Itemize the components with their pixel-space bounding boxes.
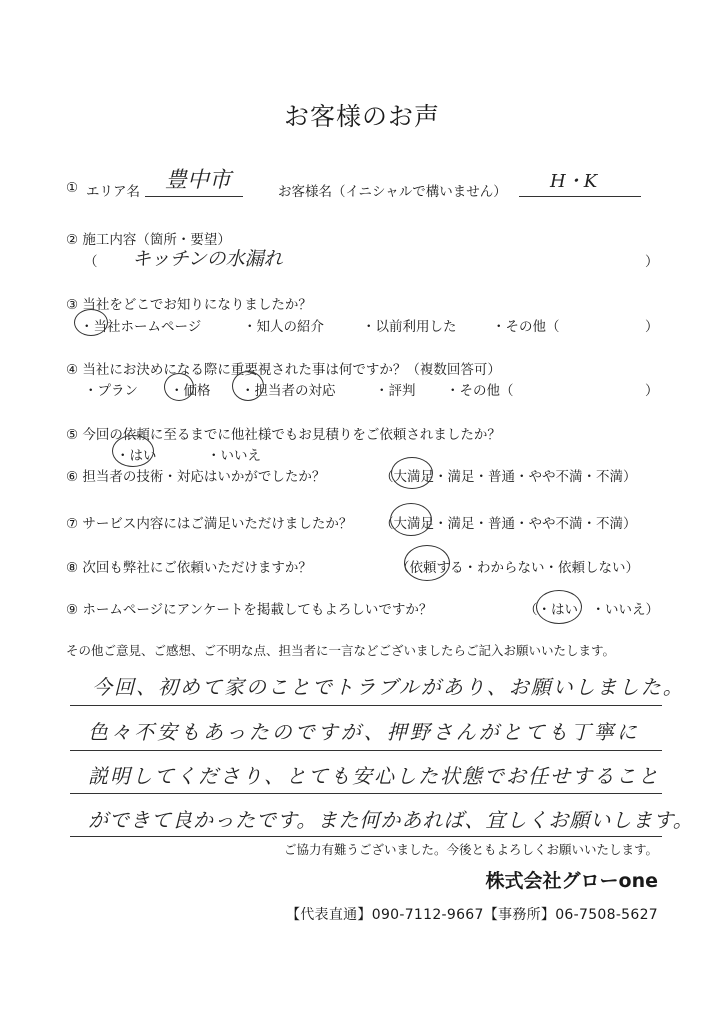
customer-name-label: お客様名（イニシャルで構いません） (278, 184, 507, 200)
q4-label: ④ 当社にお決めになる際に重要視された事は何ですか？（複数回答可） (66, 362, 501, 378)
q2-label: ② 施工内容（箇所・要望） (66, 232, 231, 248)
q4-staff-circle (232, 371, 264, 401)
q5-option-no[interactable]: ・いいえ (207, 448, 261, 464)
q8-label: ⑧ 次回も弊社にご依頼いただけますか？ (66, 560, 312, 576)
q7-scale[interactable]: （大満足・満足・普通・やや不満・不満） (380, 516, 637, 532)
q3-selection-circle (74, 309, 108, 336)
comment-line-2[interactable]: 色々不安もあったのですが、押野さんがとても丁寧に (88, 720, 640, 744)
q3-close-paren: ） (645, 319, 659, 335)
comment-line-4[interactable]: ができて良かったです。また何かあれば、宜しくお願いします。 (88, 808, 694, 832)
q4-price-circle (164, 373, 194, 401)
area-value[interactable]: 豊中市 (165, 168, 232, 193)
q4-option-plan[interactable]: ・プラン (84, 383, 138, 399)
q8-scale[interactable]: （依頼する・わからない・依頼しない） (396, 560, 639, 576)
q4-option-staff[interactable]: ・担当者の対応 (241, 383, 336, 399)
q2-open-paren: （ (84, 254, 98, 270)
q4-option-other[interactable]: ・その他（ (446, 383, 514, 399)
q3-option-previous[interactable]: ・以前利用した (362, 319, 457, 335)
q3-option-homepage[interactable]: ・当社ホームページ (80, 319, 202, 335)
q1-number: ① (66, 180, 79, 196)
comment-rule-2 (70, 750, 662, 751)
q5-option-yes[interactable]: ・はい (116, 448, 157, 464)
company-name: 株式会社グローone (485, 870, 658, 892)
q5-label: ⑤ 今回の依頼に至るまでに他社様でもお見積りをご依頼されましたか？ (66, 427, 501, 443)
q3-option-referral[interactable]: ・知人の紹介 (243, 319, 324, 335)
q3-label: ③ 当社をどこでお知りになりましたか？ (66, 297, 312, 313)
comment-line-1[interactable]: 今回、初めて家のことでトラブルがあり、お願いしました。 (92, 675, 685, 699)
q7-label: ⑦ サービス内容にはご満足いただけましたか？ (66, 516, 353, 532)
area-label: エリア名 (86, 184, 140, 200)
contact-info: 【代表直通】090-7112-9667【事務所】06-7508-5627 (285, 907, 658, 923)
comment-line-3[interactable]: 説明してくださり、とても安心した状態でお任せすること (88, 764, 660, 788)
comment-rule-1 (70, 705, 662, 706)
comments-prompt: その他ご意見、ご感想、ご不明な点、担当者に一言などございましたらご記入お願いいたします。 (66, 643, 616, 658)
comment-rule-4 (70, 836, 662, 837)
q4-close-paren: ） (645, 383, 659, 399)
q9-selection-circle (536, 590, 582, 624)
q4-option-price[interactable]: ・価格 (170, 383, 211, 399)
q6-selection-circle (391, 457, 433, 489)
q7-selection-circle (390, 503, 432, 536)
q5-selection-circle (112, 435, 154, 467)
customer-name-value[interactable]: H・K (550, 171, 598, 192)
q8-selection-circle (404, 545, 450, 581)
q6-label: ⑥ 担当者の技術・対応はいかがでしたか？ (66, 469, 326, 485)
thanks-message: ご協力有難うございました。今後ともよろしくお願いいたします。 (283, 842, 658, 857)
q9-label: ⑨ ホームページにアンケートを掲載してもよろしいですか？ (66, 602, 433, 618)
page-title: お客様のお声 (283, 102, 440, 131)
q4-option-reputation[interactable]: ・評判 (375, 383, 416, 399)
q2-close-paren: ） (645, 254, 659, 270)
q2-value[interactable]: キッチンの水漏れ (132, 248, 283, 270)
q9-scale[interactable]: （・はい ・いいえ） (524, 602, 659, 618)
comment-rule-3 (70, 793, 662, 794)
area-underline (145, 196, 243, 197)
q6-scale[interactable]: （大満足・満足・普通・やや不満・不満） (380, 469, 637, 485)
name-underline (519, 196, 641, 197)
q3-option-other[interactable]: ・その他（ (492, 319, 560, 335)
